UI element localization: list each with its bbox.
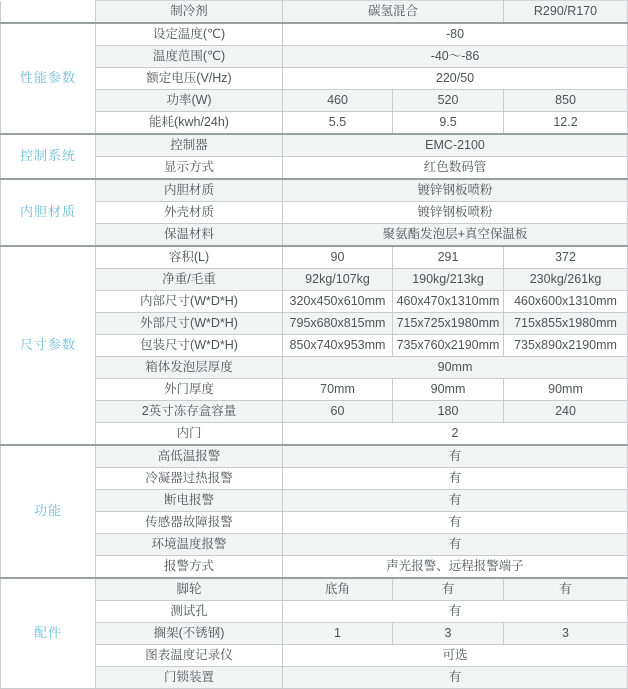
table-row [1, 534, 628, 556]
value-cell: 795x680x815mm [283, 313, 393, 335]
value-cell: 90mm [283, 357, 628, 379]
param-cell: 2英寸冻存盒容量 [96, 401, 283, 423]
value-cell: 230kg/261kg [504, 269, 628, 291]
value-cell: 735x890x2190mm [504, 335, 628, 357]
table-row [1, 490, 628, 512]
value-cell: 3 [393, 623, 504, 645]
param-cell: 传感器故障报警 [96, 512, 283, 534]
value-cell: 有 [283, 490, 628, 512]
value-cell: 460x600x1310mm [504, 291, 628, 313]
param-cell: 显示方式 [96, 157, 283, 180]
value-cell: 60 [283, 401, 393, 423]
table-row [1, 667, 628, 689]
value-cell: 850 [504, 90, 628, 112]
value-cell: 715x725x1980mm [393, 313, 504, 335]
value-cell: 声光报警、远程报警端子 [283, 556, 628, 579]
param-cell: 报警方式 [96, 556, 283, 579]
value-cell: 有 [283, 468, 628, 490]
param-cell: 温度范围(℃) [96, 46, 283, 68]
param-cell: 内门 [96, 423, 283, 446]
param-cell: 外门厚度 [96, 379, 283, 401]
value-cell: 180 [393, 401, 504, 423]
value-cell: 有 [283, 601, 628, 623]
table-row [1, 512, 628, 534]
value-cell: 320x450x610mm [283, 291, 393, 313]
spec-table-body [1, 1, 628, 689]
value-cell: 715x855x1980mm [504, 313, 628, 335]
param-cell: 脚轮 [96, 578, 283, 601]
value-cell: 镀锌钢板喷粉 [283, 179, 628, 202]
param-cell: 净重/毛重 [96, 269, 283, 291]
table-row [1, 179, 628, 202]
table-row [1, 224, 628, 247]
value-cell: 5.5 [283, 112, 393, 135]
value-cell: 有 [283, 667, 628, 689]
value-cell: 红色数码管 [283, 157, 628, 180]
table-row [1, 445, 628, 468]
category-label: 控制系统 [1, 134, 96, 179]
value-cell: EMC-2100 [283, 134, 628, 157]
param-cell: 环境温度报警 [96, 534, 283, 556]
param-cell: 门锁装置 [96, 667, 283, 689]
value-cell: 460 [283, 90, 393, 112]
table-row [1, 134, 628, 157]
value-cell: R290/R170 [504, 1, 628, 24]
value-cell: 240 [504, 401, 628, 423]
category-label: 内胆材质 [1, 179, 96, 246]
param-cell: 控制器 [96, 134, 283, 157]
param-cell: 高低温报警 [96, 445, 283, 468]
value-cell: 1 [283, 623, 393, 645]
table-row [1, 578, 628, 601]
table-row [1, 202, 628, 224]
table-row [1, 623, 628, 645]
table-row [1, 357, 628, 379]
param-cell: 保温材料 [96, 224, 283, 247]
table-row [1, 23, 628, 46]
value-cell: 3 [504, 623, 628, 645]
table-row [1, 423, 628, 446]
param-cell: 搁架(不锈钢) [96, 623, 283, 645]
param-cell: 外部尺寸(W*D*H) [96, 313, 283, 335]
value-cell: 有 [393, 578, 504, 601]
value-cell: 可选 [283, 645, 628, 667]
table-row [1, 68, 628, 90]
value-cell: 90 [283, 246, 393, 269]
value-cell: 460x470x1310mm [393, 291, 504, 313]
param-cell: 内部尺寸(W*D*H) [96, 291, 283, 313]
table-row [1, 556, 628, 579]
table-row [1, 90, 628, 112]
value-cell: 520 [393, 90, 504, 112]
value-cell: 有 [283, 534, 628, 556]
table-row [1, 157, 628, 180]
value-cell: 碳氢混合 [283, 1, 504, 24]
category-label: 性能参数 [1, 23, 96, 134]
value-cell: 12.2 [504, 112, 628, 135]
param-cell: 功率(W) [96, 90, 283, 112]
value-cell: 291 [393, 246, 504, 269]
category-label: 尺寸参数 [1, 246, 96, 445]
table-row [1, 645, 628, 667]
value-cell: 有 [504, 578, 628, 601]
value-cell: 70mm [283, 379, 393, 401]
value-cell: 220/50 [283, 68, 628, 90]
value-cell: 90mm [504, 379, 628, 401]
param-cell: 箱体发泡层厚度 [96, 357, 283, 379]
table-row [1, 601, 628, 623]
table-row [1, 335, 628, 357]
category-label [1, 1, 96, 24]
value-cell: 有 [283, 512, 628, 534]
value-cell: 92kg/107kg [283, 269, 393, 291]
value-cell: 镀锌钢板喷粉 [283, 202, 628, 224]
param-cell: 外壳材质 [96, 202, 283, 224]
value-cell: 有 [283, 445, 628, 468]
table-row [1, 379, 628, 401]
category-label: 配件 [1, 578, 96, 689]
param-cell: 测试孔 [96, 601, 283, 623]
param-cell: 包装尺寸(W*D*H) [96, 335, 283, 357]
param-cell: 额定电压(V/Hz) [96, 68, 283, 90]
param-cell: 冷凝器过热报警 [96, 468, 283, 490]
table-row [1, 46, 628, 68]
value-cell: 底角 [283, 578, 393, 601]
param-cell: 制冷剂 [96, 1, 283, 24]
table-row [1, 269, 628, 291]
value-cell: -80 [283, 23, 628, 46]
value-cell: 190kg/213kg [393, 269, 504, 291]
param-cell: 内胆材质 [96, 179, 283, 202]
table-row [1, 468, 628, 490]
table-row [1, 1, 628, 24]
value-cell: 聚氨酯发泡层+真空保温板 [283, 224, 628, 247]
value-cell: -40～-86 [283, 46, 628, 68]
value-cell: 9.5 [393, 112, 504, 135]
table-row [1, 291, 628, 313]
param-cell: 断电报警 [96, 490, 283, 512]
table-row [1, 112, 628, 135]
param-cell: 设定温度(℃) [96, 23, 283, 46]
value-cell: 90mm [393, 379, 504, 401]
table-row [1, 246, 628, 269]
table-row [1, 401, 628, 423]
table-row [1, 313, 628, 335]
value-cell: 850x740x953mm [283, 335, 393, 357]
value-cell: 372 [504, 246, 628, 269]
value-cell: 735x760x2190mm [393, 335, 504, 357]
param-cell: 能耗(kwh/24h) [96, 112, 283, 135]
value-cell: 2 [283, 423, 628, 446]
param-cell: 图表温度记录仪 [96, 645, 283, 667]
param-cell: 容积(L) [96, 246, 283, 269]
category-label: 功能 [1, 445, 96, 578]
